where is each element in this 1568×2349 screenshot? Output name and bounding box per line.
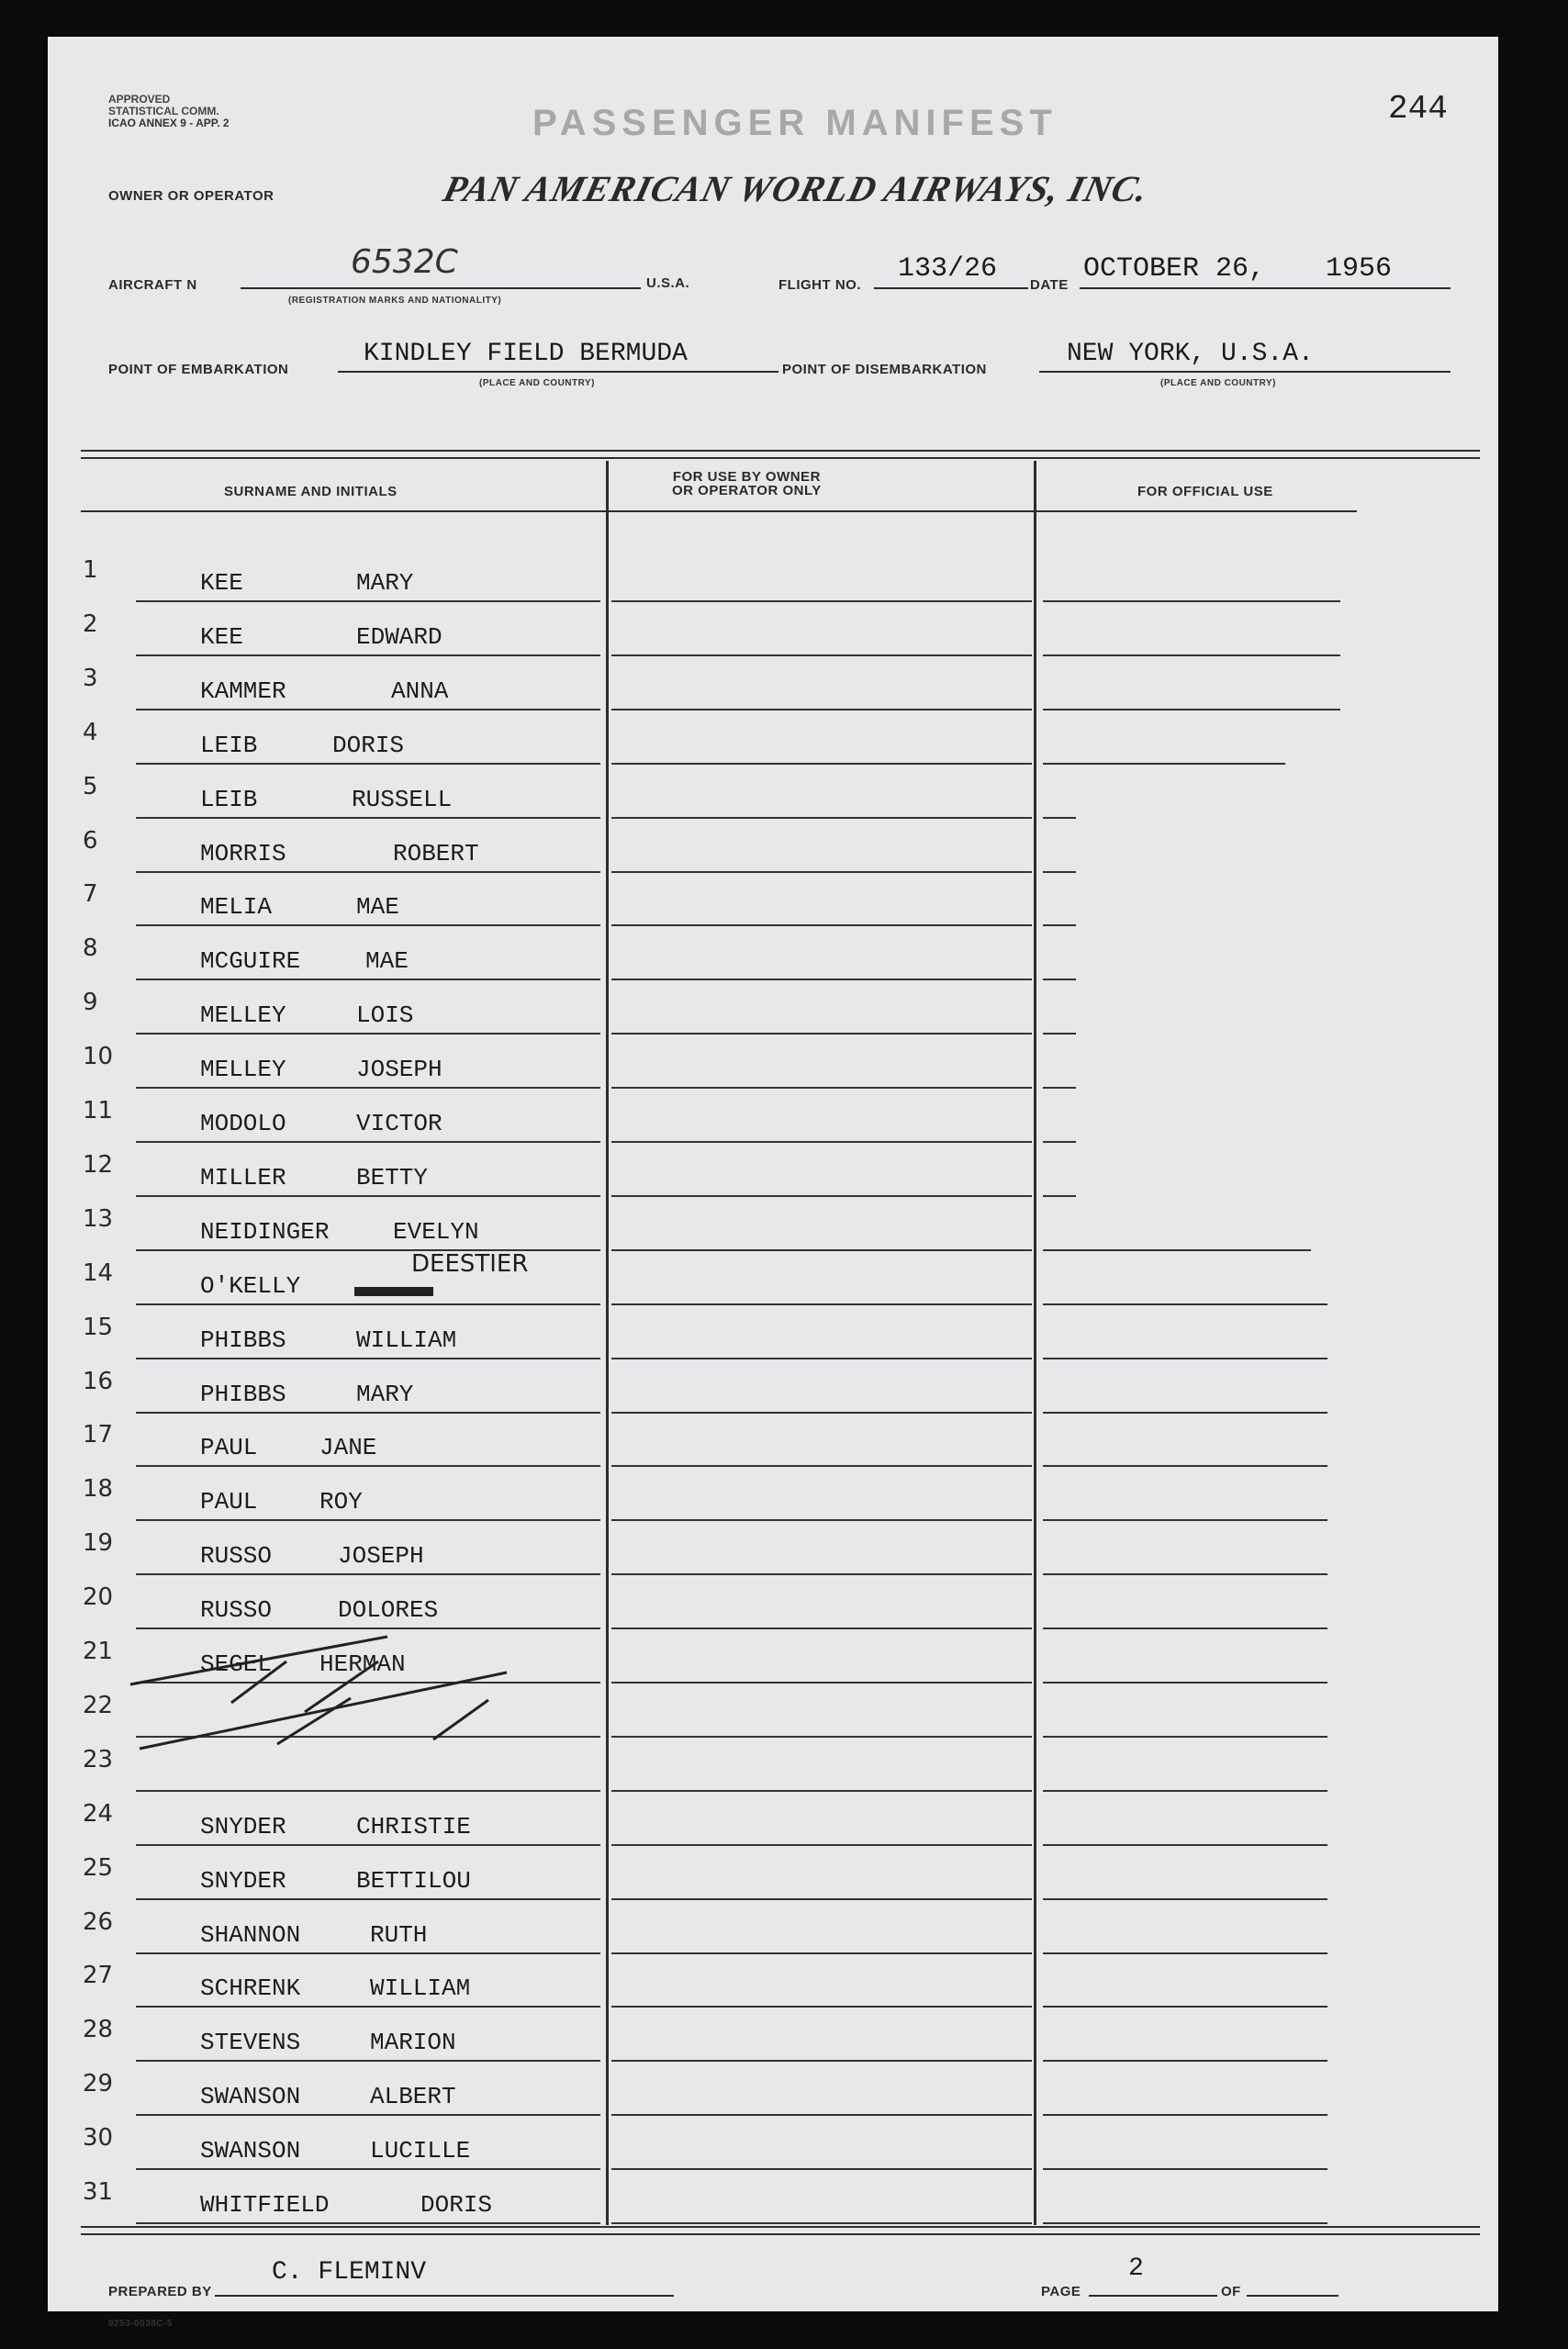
column-header-official: FOR OFFICIAL USE	[1137, 484, 1273, 499]
owner-use-line-2: OR OPERATOR ONLY	[672, 483, 822, 498]
passenger-surname: SNYDER	[200, 1866, 286, 1895]
passenger-given-name: WILLIAM	[370, 1974, 471, 2003]
flight-date: OCTOBER 26,	[1083, 253, 1266, 285]
of-label: OF	[1221, 2284, 1241, 2299]
form-code: 9253-6038C-5	[108, 2319, 173, 2329]
passenger-surname: PHIBBS	[200, 1326, 286, 1354]
passenger-number: 8	[83, 934, 98, 963]
passenger-number: 28	[83, 2016, 114, 2044]
passenger-given-name: DORIS	[420, 2191, 493, 2219]
aircraft-registration: 6532C	[351, 243, 458, 281]
passenger-number: 30	[83, 2124, 114, 2153]
passenger-number: 22	[83, 1691, 114, 1719]
page-underline	[1089, 2295, 1217, 2297]
passenger-given-name: LOIS	[356, 1001, 414, 1030]
passenger-number: 13	[83, 1204, 114, 1233]
disembarkation-sublabel: (PLACE AND COUNTRY)	[1160, 378, 1276, 388]
strike-line	[231, 1661, 286, 1703]
page-value: 2	[1128, 2254, 1144, 2283]
passenger-surname: KEE	[200, 622, 243, 651]
passenger-number: 24	[83, 1799, 114, 1828]
passenger-number: 19	[83, 1529, 114, 1558]
passenger-given-name: ANNA	[391, 677, 449, 705]
aircraft-sublabel: (REGISTRATION MARKS AND NATIONALITY)	[288, 296, 502, 306]
passenger-surname: KEE	[200, 569, 243, 597]
passenger-surname: PAUL	[200, 1434, 258, 1462]
passenger-surname: SEGEL	[200, 1650, 273, 1678]
passenger-number: 17	[83, 1421, 114, 1449]
passenger-given-name: JOSEPH	[338, 1542, 424, 1571]
passenger-number: 1	[83, 556, 98, 584]
passenger-surname: STEVENS	[200, 2029, 301, 2057]
passenger-given-name: RUSSELL	[352, 785, 453, 813]
date-label: DATE	[1030, 277, 1069, 293]
passenger-surname: MORRIS	[200, 839, 286, 867]
passenger-surname: RUSSO	[200, 1596, 273, 1625]
page-number-top: 244	[1388, 90, 1448, 128]
passenger-number: 25	[83, 1853, 114, 1882]
passenger-surname: SWANSON	[200, 2137, 301, 2165]
passenger-number: 2	[83, 610, 98, 638]
embarkation-label: POINT OF EMBARKATION	[108, 362, 289, 377]
aircraft-label: AIRCRAFT N	[108, 277, 197, 293]
approval-line-3: ICAO ANNEX 9 - APP. 2	[108, 117, 230, 129]
embarkation-sublabel: (PLACE AND COUNTRY)	[479, 378, 595, 388]
operator-name: PAN AMERICAN WORLD AIRWAYS, INC.	[439, 168, 1153, 209]
passenger-surname: MODOLO	[200, 1110, 286, 1137]
passenger-surname: MILLER	[200, 1163, 286, 1191]
prepared-by-value: C. FLEMINV	[272, 2258, 427, 2287]
passenger-surname: NEIDINGER	[200, 1217, 330, 1246]
passenger-given-name: CHRISTIE	[356, 1812, 471, 1840]
strike-line	[140, 1672, 507, 1749]
strike-line	[130, 1637, 387, 1684]
passenger-given-name: EDWARD	[356, 622, 442, 651]
passenger-surname: PHIBBS	[200, 1380, 286, 1408]
passenger-given-name: RUTH	[370, 1920, 428, 1949]
passenger-number: 27	[83, 1962, 114, 1990]
passenger-given-name: DOLORES	[338, 1596, 439, 1625]
table-bottom-rule-2	[81, 2233, 1480, 2235]
passenger-given-name: MARY	[356, 569, 414, 597]
column-header-surname: SURNAME AND INITIALS	[224, 484, 398, 499]
passenger-number: 9	[83, 989, 98, 1017]
passenger-surname: KAMMER	[200, 677, 286, 705]
strike-line	[433, 1700, 488, 1739]
passenger-number: 7	[83, 880, 98, 909]
passenger-number: 21	[83, 1638, 114, 1665]
passenger-surname: SHANNON	[200, 1920, 301, 1949]
passenger-given-name: LUCILLE	[370, 2137, 471, 2165]
passenger-given-name: ROBERT	[393, 839, 479, 867]
prepared-by-label: PREPARED BY	[108, 2284, 212, 2299]
passenger-number: 12	[83, 1150, 114, 1179]
passenger-given-name: HERMAN	[319, 1650, 406, 1678]
passenger-given-name: DEESTIER	[411, 1249, 529, 1278]
passenger-number: 11	[83, 1097, 114, 1124]
passenger-surname: LEIB	[200, 785, 258, 813]
passenger-number: 6	[83, 826, 98, 855]
of-underline	[1247, 2295, 1338, 2297]
passenger-number: 3	[83, 664, 98, 692]
passenger-given-name: ROY	[319, 1488, 363, 1516]
passenger-surname: PAUL	[200, 1488, 258, 1516]
prepared-by-underline	[215, 2295, 674, 2297]
passenger-number: 18	[83, 1475, 114, 1504]
passenger-number: 31	[83, 2178, 114, 2206]
passenger-surname: RUSSO	[200, 1542, 273, 1571]
passenger-number: 20	[83, 1583, 114, 1612]
passenger-given-name: DORIS	[332, 731, 405, 759]
passenger-surname: MELLEY	[200, 1056, 286, 1084]
passenger-surname: WHITFIELD	[200, 2191, 330, 2219]
flight-number: 133/26	[898, 253, 998, 285]
passenger-surname: SNYDER	[200, 1812, 286, 1840]
passenger-given-name: MAE	[356, 893, 399, 922]
passenger-surname: O'KELLY	[200, 1271, 301, 1300]
flight-label: FLIGHT NO.	[778, 277, 861, 293]
passenger-given-name: VICTOR	[356, 1110, 442, 1137]
passenger-given-name: WILLIAM	[356, 1326, 457, 1354]
passenger-surname: MELIA	[200, 893, 273, 922]
page-label: PAGE	[1041, 2284, 1081, 2299]
overwrite-scribble	[354, 1287, 433, 1296]
passenger-given-name: ALBERT	[370, 2083, 456, 2111]
passenger-given-name: MAE	[365, 947, 409, 976]
passenger-surname: LEIB	[200, 731, 258, 759]
passenger-number: 16	[83, 1367, 114, 1395]
embarkation-point: KINDLEY FIELD BERMUDA	[364, 340, 688, 368]
passenger-given-name: JANE	[319, 1434, 377, 1462]
passenger-number: 5	[83, 772, 98, 800]
flight-year: 1956	[1326, 253, 1393, 285]
passenger-given-name: MARION	[370, 2029, 456, 2057]
passenger-surname: SCHRENK	[200, 1974, 301, 2003]
passenger-given-name: EVELYN	[393, 1217, 479, 1246]
manifest-page	[48, 37, 1498, 2329]
passenger-given-name: BETTILOU	[356, 1866, 471, 1895]
approval-line-1: APPROVED	[108, 93, 171, 106]
passenger-surname: MCGUIRE	[200, 947, 301, 976]
passenger-surname: SWANSON	[200, 2083, 301, 2111]
disembarkation-label: POINT OF DISEMBARKATION	[782, 362, 987, 377]
passenger-number: 29	[83, 2070, 114, 2098]
owner-label: OWNER OR OPERATOR	[108, 188, 274, 204]
owner-use-line-1: FOR USE BY OWNER	[672, 469, 821, 485]
passenger-number: 26	[83, 1907, 114, 1936]
form-title: PASSENGER MANIFEST	[532, 103, 1058, 143]
passenger-given-name: MARY	[356, 1380, 414, 1408]
passenger-number: 23	[83, 1745, 114, 1773]
passenger-number: 10	[83, 1043, 114, 1071]
passenger-given-name: JOSEPH	[356, 1056, 442, 1084]
country-label: U.S.A.	[646, 275, 690, 291]
passenger-surname: MELLEY	[200, 1001, 286, 1030]
passenger-given-name: BETTY	[356, 1163, 429, 1191]
passenger-number: 15	[83, 1313, 114, 1341]
approval-line-2: STATISTICAL COMM.	[108, 105, 219, 117]
disembarkation-point: NEW YORK, U.S.A.	[1067, 340, 1314, 368]
passenger-number: 4	[83, 718, 98, 746]
strike-marks	[48, 37, 1498, 2311]
passenger-number: 14	[83, 1258, 114, 1287]
table-bottom-rule	[81, 2226, 1480, 2228]
